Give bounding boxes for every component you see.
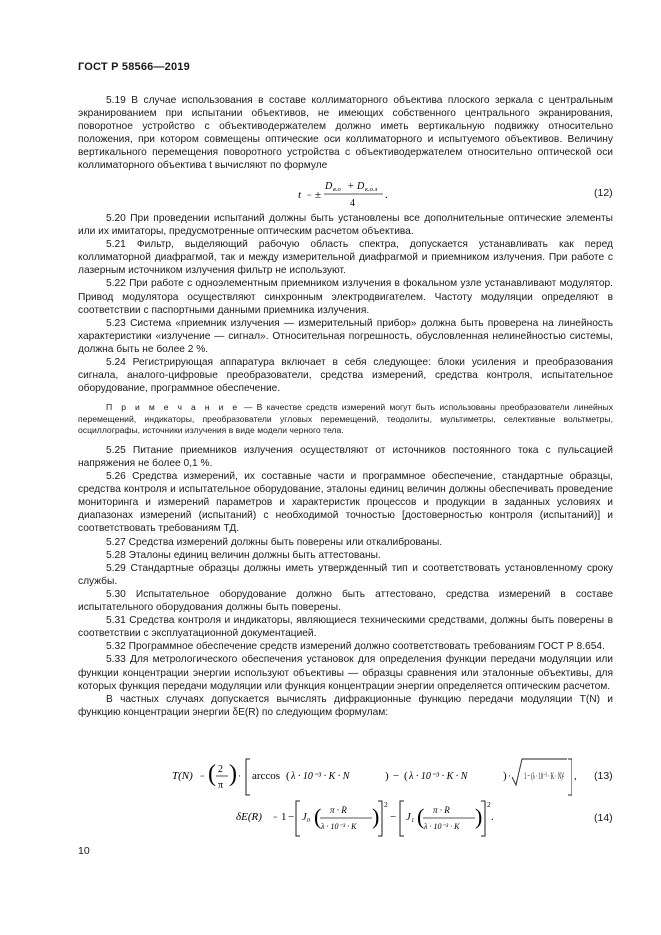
document-header: ГОСТ Р 58566—2019: [78, 61, 190, 73]
frac-num: π · R: [330, 805, 347, 815]
formula-13-svg: [172, 755, 572, 799]
formula-tail: .: [385, 189, 388, 201]
formula-tail: .: [491, 811, 494, 823]
note-label: П р и м е ч а н и е: [106, 402, 240, 413]
formula-num-d2: D: [357, 181, 365, 192]
power: 2: [384, 800, 388, 809]
root-arg: 1 − (λ · 10⁻³: [524, 772, 572, 782]
frac-num: π · R: [433, 805, 450, 815]
minus: −: [288, 811, 295, 823]
arg: λ · 10⁻³ · K · N: [291, 771, 350, 782]
equation-number-14: (14): [594, 812, 613, 824]
formula-plus: +: [348, 181, 354, 192]
paren: (: [286, 770, 290, 782]
formula-12-svg: [298, 179, 448, 213]
formula-eq: =: [273, 813, 278, 822]
equation-number-13: (13): [594, 770, 613, 782]
bracket-open: [296, 801, 300, 836]
paren-open: (: [417, 804, 425, 829]
dot: ·: [238, 771, 241, 781]
formula-num-d1: D: [325, 181, 333, 192]
paragraph: 5.25 Питание приемников излучения осуществляют от источников постоянного тока с пульсацией напряжения не более 0,1 %.: [78, 444, 613, 470]
paragraph: 5.20 При проведении испытаний должны быть установлены все дополнительные оптические элементы или их имитаторы, предусмотренные оптическим расчетом объектива.: [78, 213, 613, 238]
text-block-2: [78, 212, 613, 719]
paragraph: В частных случаях допускается вычислять дифракционные функцию передачи модуляции T(N) и функцию концентрации энергии δE(R) по следующим формулам:: [78, 693, 613, 718]
paragraph: 5.33 Для метрологического обеспечения установок для определения функции передачи модуляции или функции концентрации энергии используют объективы — образцы сравнения или эталонные объективы, для которых функция передачи модуляции или функция концентрации энергии определяется оптическим расчетом.: [78, 654, 613, 692]
frac-den: λ · 10⁻³ · K: [424, 822, 460, 831]
equation-number-12: (12): [594, 187, 613, 199]
text-block-1: [78, 94, 613, 173]
formula-var: t: [298, 189, 302, 201]
paragraph: 5.24 Регистрирующая аппаратура включает в себя следующее: блоки усиления и преобразования сигнала, аналого-цифровые преобразователи, средства измерений, средства контроля, испытательное оборудование, программное обеспечение.: [78, 357, 613, 395]
paragraph: 5.31 Средства контроля и индикаторы, являющиеся техническими средствами, должны быть поверены в соответствии с эксплуатационной документацией.: [78, 615, 613, 640]
paren-open: (: [208, 761, 216, 787]
paren-close: ): [229, 761, 237, 787]
formula-13: [172, 755, 572, 802]
formula-lhs: T(N): [172, 770, 193, 782]
minus: −: [393, 770, 400, 782]
bessel-j0: J₀: [302, 812, 311, 823]
frac-den: π: [218, 780, 224, 791]
paragraph: 5.21 Фильтр, выделяющий рабочую область спектра, допускается устанавливать как перед коллиматорной диафрагмой, так и между измерительной диафрагмой и приемником излучения. При работе с лазерным источником излучения фильтр не используют.: [78, 239, 613, 277]
formula-lhs: δE(R): [236, 811, 262, 823]
paren-open: (: [314, 804, 322, 829]
formula-sub1: в.о: [333, 186, 341, 193]
paren: ): [385, 770, 389, 782]
paragraph: 5.29 Стандартные образцы должны иметь утвержденный тип и соответствовать установленному сроку службы.: [78, 562, 613, 587]
paragraph: 5.22 При работе с одноэлементным приемником излучения в фокальном узле устанавливают модулятор. Привод модулятора осуществляют синхронным электродвигателем. Частоту модуляции определяют в соответствии с паспортными данными приемника излучения.: [78, 278, 613, 316]
paragraph: 5.19 В случае использования в составе коллиматорного объектива плоского зеркала с центральным экранированием при испытании объективов, не имеющих собственного центрального экранирования, поворотное устройство с объективодержателем должно иметь вертикальную подвижку относительно положения, при котором совмещены оптические оси коллиматорного и испытуемого объективов. Величину вертикального перемещения поворотного устройства с объективодержателем относительно оптической оси коллиматорного объектива t вычисляют по формуле: [78, 95, 613, 172]
paren: (: [404, 770, 408, 782]
note-text: — В качестве средств измерений могут быть использованы преобразователи линейных перемещений, индикаторы, преобразователи угловых перемещений, теодолиты, мультиметры, селективные вольтметры, осциллографы, источники излучения в виде модели черного тела.: [78, 402, 613, 435]
note: [78, 402, 613, 436]
power: 2: [487, 800, 491, 809]
paren: ): [503, 770, 507, 782]
arccos: arccos: [252, 770, 281, 782]
paragraph: 5.23 Система «приемник излучения — измерительный прибор» должна быть проверена на линейность характеристики «излучение — сигнал». Относительная погрешность, обусловленная нелинейностью системы, должна быть не более 2 %.: [78, 317, 613, 355]
frac-num: 2: [218, 764, 223, 775]
paren-close: ): [372, 804, 380, 829]
bracket-open: [246, 759, 250, 795]
bessel-j1: J₁: [406, 812, 415, 823]
one: 1: [281, 811, 287, 823]
bracket-open: [400, 801, 404, 836]
frac-den: λ · 10⁻³ · K: [321, 822, 357, 831]
arg: λ · 10⁻³ · K · N: [409, 771, 468, 782]
formula-14-svg: [236, 798, 496, 838]
paragraph: 5.26 Средства измерений, их составные части и программное обеспечение, стандартные образцы, средства контроля и испытательное оборудование, эталоны единиц величин должны обеспечивать проведение мониторинга и измерений параметров и характеристик процессов и продукции в заданных условиях и диапазонах измерений (испытаний) с необходимой точностью [достоверностью контроля (испытаний)] и соответствовать требованиям ТД.: [78, 471, 613, 535]
bracket-close: [568, 759, 572, 795]
formula-13-tail: ,: [574, 770, 577, 782]
paragraph: 5.32 Программное обеспечение средств измерений должно соответствовать требованиям ГОСТ Р 8.654.: [106, 641, 605, 653]
formula-den: 4: [350, 198, 355, 209]
minus: −: [390, 811, 397, 823]
formula-eq: =: [307, 191, 312, 200]
paragraph: 5.30 Испытательное оборудование должно быть аттестовано, средства измерений в составе испытательного оборудования должны быть поверены.: [78, 588, 613, 614]
paren-close: ): [475, 804, 483, 829]
formula-eq: =: [200, 772, 205, 781]
dot: ·: [508, 771, 511, 781]
page-number: 10: [78, 845, 90, 857]
paragraph: 5.28 Эталоны единиц величин должны быть аттестованы.: [106, 549, 381, 561]
formula-12: [298, 179, 448, 216]
paragraph: 5.27 Средства измерений должны быть поверены или откалиброваны.: [106, 536, 443, 548]
formula-14: [236, 798, 496, 841]
formula-pm: ±: [315, 189, 322, 201]
formula-sub2: к.о.э: [365, 186, 378, 193]
